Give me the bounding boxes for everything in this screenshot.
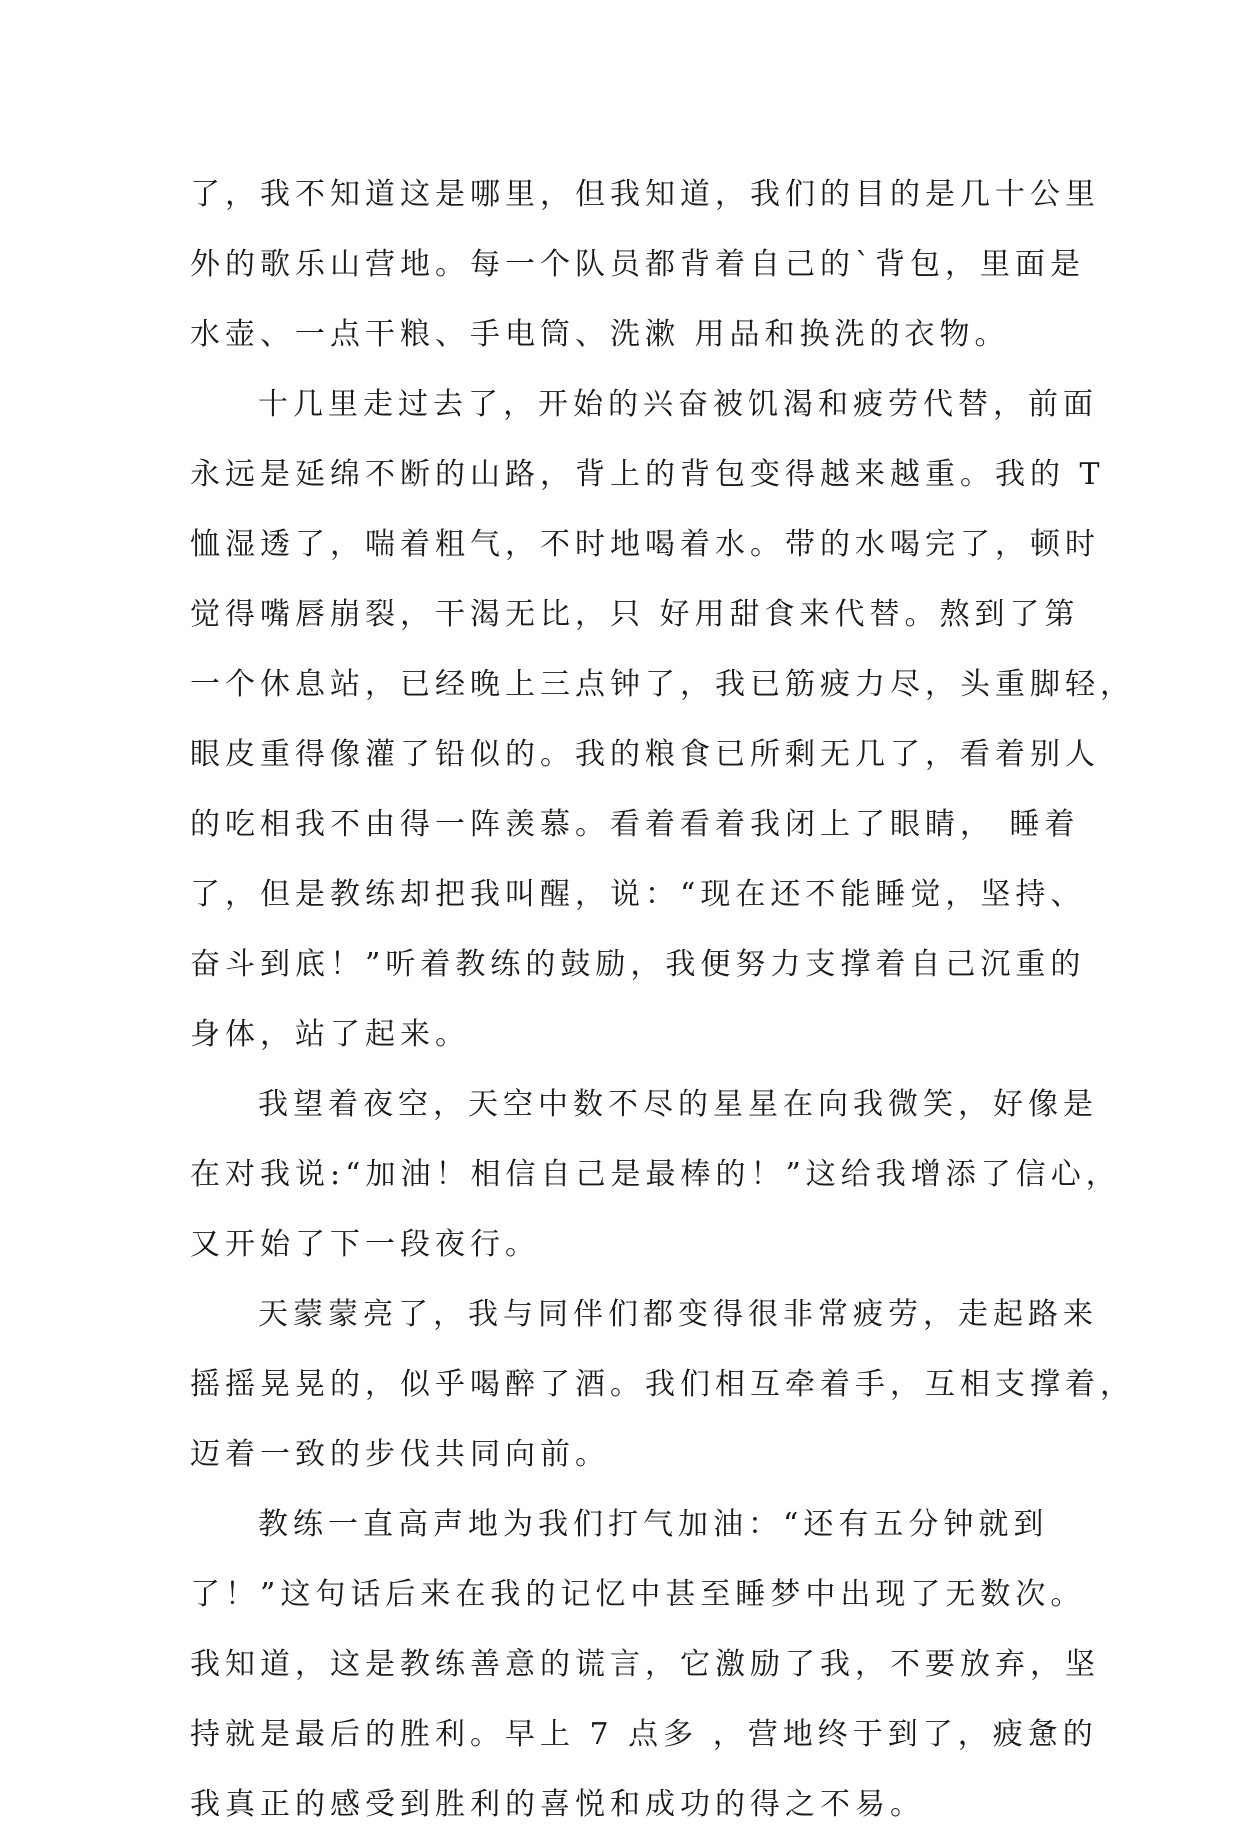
paragraph-start-line: 我望着夜空，天空中数不尽的星星在向我微笑，好像是 bbox=[258, 1087, 1098, 1122]
text-line: 恤湿透了，喘着粗气，不时地喝着水。带的水喝完了，顿时 bbox=[190, 527, 1100, 562]
text-line: 身体，站了起来。 bbox=[190, 1017, 470, 1052]
text-line: 眼皮重得像灌了铅似的。我的粮食已所剩无几了，看着别人 bbox=[190, 737, 1100, 772]
text-line: 了！”这句话后来在我的记忆中甚至睡梦中出现了无数次。 bbox=[190, 1577, 1086, 1612]
essay-text bbox=[190, 160, 1135, 1840]
text-line: 在对我说:“加油！相信自己是最棒的！”这给我增添了信心， bbox=[190, 1157, 1121, 1192]
text-line: 外的歌乐山营地。每一个队员都背着自己的`背包，里面是 bbox=[190, 247, 1085, 282]
text-line: 一个休息站，已经晚上三点钟了，我已筋疲力尽，头重脚轻， bbox=[190, 667, 1135, 702]
text-line: 永远是延绵不断的山路，背上的背包变得越来越重。我的 T bbox=[190, 457, 1105, 492]
text-line: 了，但是教练却把我叫醒，说：“现在还不能睡觉，坚持、 bbox=[190, 877, 1086, 912]
text-line: 了，我不知道这是哪里，但我知道，我们的目的是几十公里 bbox=[190, 177, 1100, 212]
paragraph-start-line: 十几里走过去了，开始的兴奋被饥渴和疲劳代替，前面 bbox=[258, 387, 1098, 422]
paragraph-start-line: 天蒙蒙亮了，我与同伴们都变得很非常疲劳，走起路来 bbox=[258, 1297, 1098, 1332]
text-line: 又开始了下一段夜行。 bbox=[190, 1227, 540, 1262]
text-line: 奋斗到底！”听着教练的鼓励，我便努力支撑着自己沉重的 bbox=[190, 947, 1086, 982]
text-line: 持就是最后的胜利。早上 7 点多 ，营地终于到了，疲惫的 bbox=[190, 1717, 1098, 1752]
text-line: 摇摇晃晃的，似乎喝醉了酒。我们相互牵着手，互相支撑着， bbox=[190, 1367, 1135, 1402]
paragraph-start-line: 教练一直高声地为我们打气加油：“还有五分钟就到 bbox=[258, 1507, 1049, 1542]
text-line: 的吃相我不由得一阵羡慕。看着看着我闭上了眼睛， 睡着 bbox=[190, 807, 1080, 842]
text-line: 觉得嘴唇崩裂，干渴无比，只 好用甜食来代替。熬到了第 bbox=[190, 597, 1080, 632]
text-line: 我真正的感受到胜利的喜悦和成功的得之不易。 bbox=[190, 1787, 925, 1822]
text-line: 我知道，这是教练善意的谎言，它激励了我，不要放弃，坚 bbox=[190, 1647, 1100, 1682]
text-line: 迈着一致的步伐共同向前。 bbox=[190, 1437, 610, 1472]
text-line: 水壶、一点干粮、手电筒、洗漱 用品和换洗的衣物。 bbox=[190, 317, 1010, 352]
